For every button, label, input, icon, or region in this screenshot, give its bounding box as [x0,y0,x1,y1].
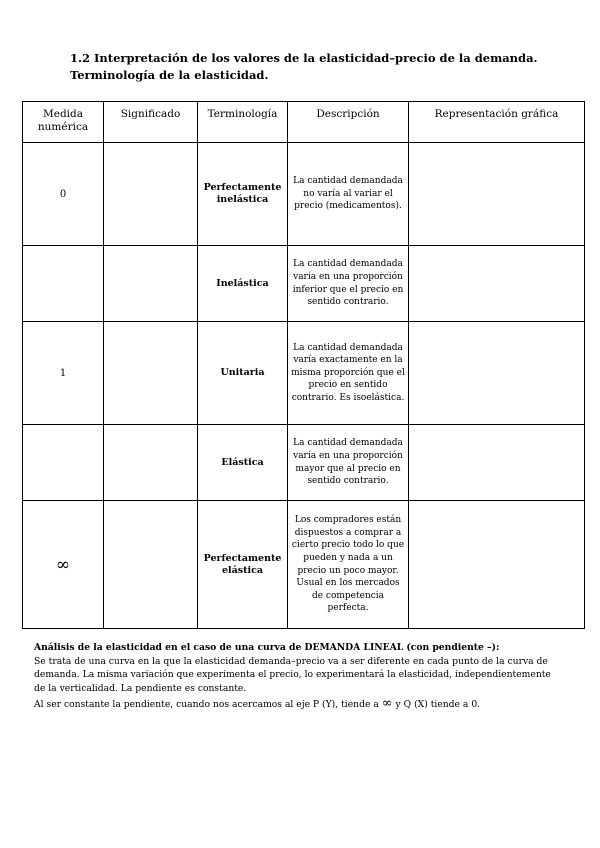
cell-terminologia: Perfectamente inelástica [198,143,288,246]
cell-significado [104,425,198,501]
notes-paragraph-2 [34,697,564,712]
infinity-symbol: ∞ [381,696,393,712]
heading-line-1: 1.2 Interpretación de los valores de la elasticidad–precio de la demanda. [70,51,538,65]
cell-terminologia: Inelástica [198,246,288,322]
cell-medida: 0 [23,143,104,246]
cell-representacion [409,143,585,246]
notes-title: Análisis de la elasticidad en el caso de una curva de DEMANDA LINEAL (con pendiente –): [34,642,500,653]
cell-terminologia: Elástica [198,425,288,501]
table-row [23,143,585,246]
cell-descripcion: La cantidad demandada varía en una proporción mayor que al precio en sentido contrario. [288,425,409,501]
table-row [23,501,585,629]
table-row [23,425,585,501]
header-representacion: Representación gráfica [409,102,585,143]
cell-significado [104,322,198,425]
table-row [23,322,585,425]
table-header-row [23,102,585,143]
cell-descripcion: La cantidad demandada varía exactamente en la misma proporción que el precio en sentido contrario. Es isoelástica. [288,322,409,425]
header-descripcion: Descripción [288,102,409,143]
section-heading [70,50,570,84]
cell-terminologia: Perfectamente elástica [198,501,288,629]
cell-medida [23,425,104,501]
cell-descripcion: La cantidad demandada no varía al variar el precio (medicamentos). [288,143,409,246]
cell-medida: 1 [23,322,104,425]
heading-line-2: Terminología de la elasticidad. [70,68,269,82]
cell-significado [104,246,198,322]
cell-representacion [409,322,585,425]
cell-significado [104,143,198,246]
linear-demand-notes [34,641,564,712]
header-medida: Medida numérica [23,102,104,143]
header-terminologia: Terminología [198,102,288,143]
table-row [23,246,585,322]
notes-paragraph-1: Se trata de una curva en la que la elasticidad demanda–precio va a ser diferente en cada punto de la curva de demanda. La misma variación que experimenta el precio, lo experimentará la elasticidad, independientemente de la verticalidad. La pendiente es constante. [34,655,551,694]
elasticity-table [22,101,585,629]
cell-significado [104,501,198,629]
header-significado: Significado [104,102,198,143]
cell-representacion [409,246,585,322]
cell-medida: ∞ [23,501,104,629]
cell-representacion [409,501,585,629]
notes-paragraph-2-start: Al ser constante la pendiente, cuando nos acercamos al eje P (Y), tiende a [34,699,379,711]
cell-terminologia: Unitaria [198,322,288,425]
notes-paragraph-2-end: y Q (X) tiende a 0. [395,699,481,711]
cell-descripcion: La cantidad demandada varía en una proporción inferior que el precio en sentido contrario. [288,246,409,322]
cell-medida [23,246,104,322]
cell-representacion [409,425,585,501]
cell-descripcion: Los compradores están dispuestos a comprar a cierto precio todo lo que pueden y nada a un precio un poco mayor. Usual en los mercados de competencia perfecta. [288,501,409,629]
